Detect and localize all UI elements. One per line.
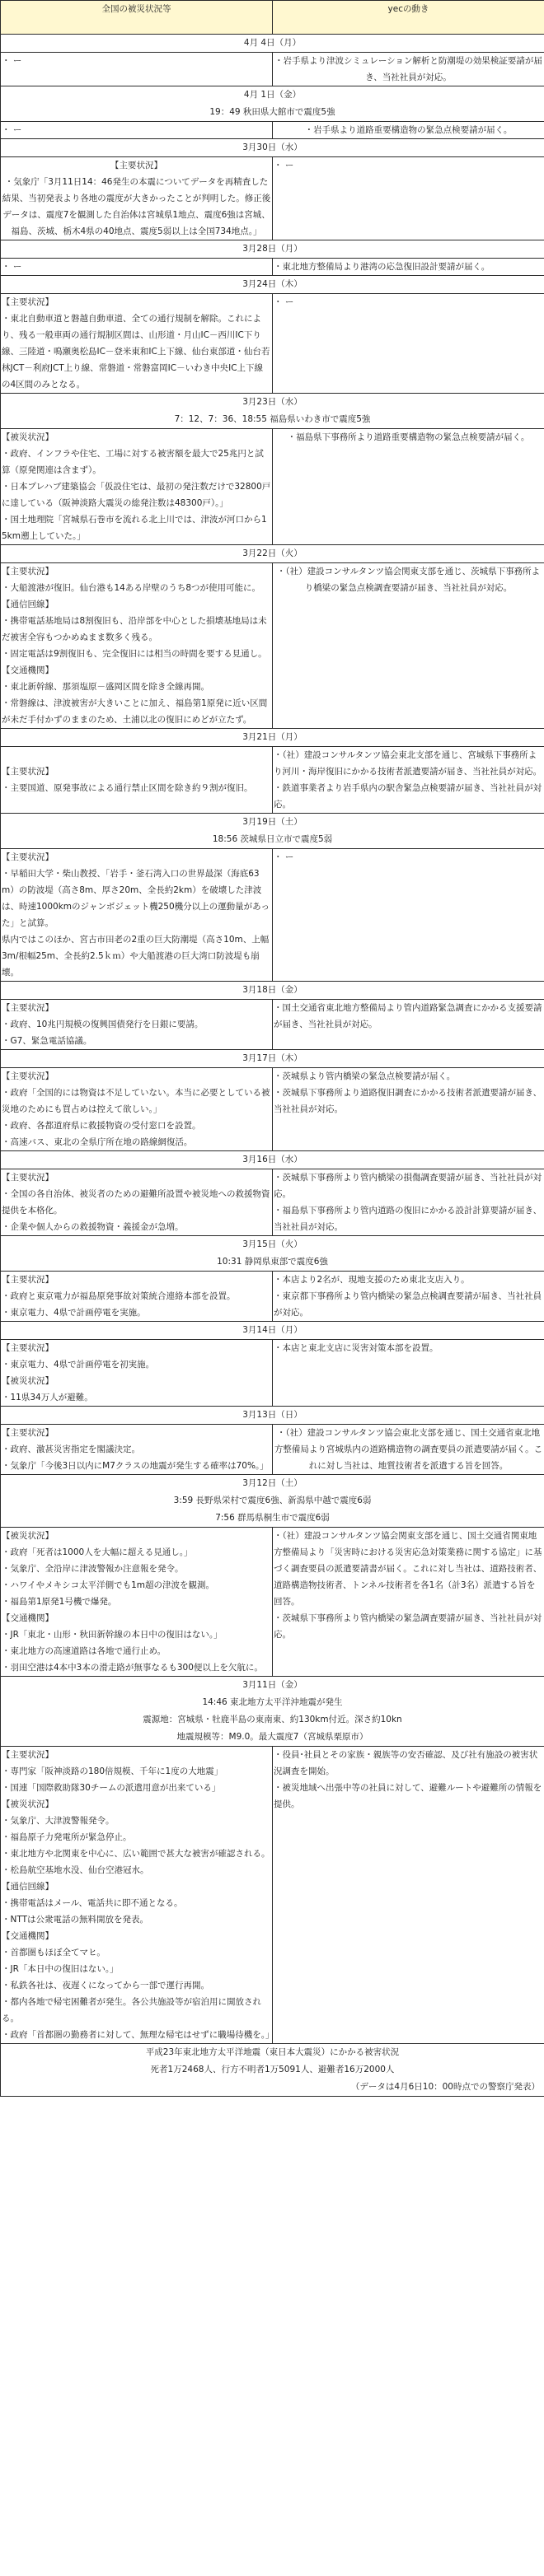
action-line: ・茨城県下事務所より道路復旧調査にかかる技術者派遣要請が届き、当社社員が対応。 <box>274 1088 542 1114</box>
status-line: 【主要状況】 <box>110 161 162 170</box>
status-line: ・企業や個人からの救援物資・義援金が急増。 <box>2 1222 184 1232</box>
yec-action-cell <box>273 1272 544 1322</box>
status-line: ・ ー <box>2 262 22 272</box>
status-line: 【交通機関】 <box>2 665 54 675</box>
status-line: ・JR「本日中の復旧はない。」 <box>2 1964 119 1974</box>
header-national-damage: 全国の被災状況等 <box>1 1 273 35</box>
table-row <box>1 1340 544 1407</box>
status-line: 【被災状況】 <box>2 1531 54 1541</box>
date-header <box>1 545 544 563</box>
action-line: ・役員･社員とその家族・親族等の安否確認、及び社有施設の被害状況調査を開始。 <box>274 1750 538 1776</box>
status-line: ・早稲田大学・柴山教授、「岩手・釜石湾入口の世界最深（海底63m）の防波堤（高さ8m、厚さ20m、全長約2km）を破壊した津波は、時速1000kmのジャンボジェット機250機分以上の運動量があった」と試算。 <box>2 869 270 928</box>
status-line: ・携帯電話はメール、電話共に即不通となる。 <box>2 1898 183 1908</box>
table-row <box>1 1425 544 1475</box>
status-line: ・高速バス、東北の全県庁所在地の路線網復活。 <box>2 1137 193 1147</box>
status-line: 【主要状況】 <box>2 1003 54 1013</box>
status-line: ・政府、10兆円規模の復興国債発行を日銀に要請。 <box>2 1020 204 1029</box>
date-label: 3月19日（土） <box>242 817 302 827</box>
table-row <box>1 1747 544 2044</box>
date-row <box>1 1407 544 1425</box>
status-line: 【被災状況】 <box>2 1799 54 1809</box>
date-row <box>1 139 544 157</box>
date-header <box>1 86 544 122</box>
table-row <box>1 1068 544 1151</box>
date-row <box>1 1475 544 1528</box>
status-line: ・国土地理院「宮城県石巻市を流れる北上川では、津波が河口から15km遡上していた。」 <box>2 515 267 541</box>
date-row <box>1 1236 544 1272</box>
action-line: ・福島県下事務所より管内道路の復旧にかかる設計計算要請が届き、当社社員が対応。 <box>274 1206 542 1232</box>
action-line: ・東京都下事務所より管内橋梁の緊急点検調査要請が届き、当社社員が対応。 <box>274 1291 542 1318</box>
action-line: ・鉄道事業者より岩手県内の駅舎緊急点検要請が届き、当社社員が対応。 <box>274 783 542 810</box>
status-line: 【被災状況】 <box>2 1376 54 1386</box>
action-line: ・（社）建設コンサルタンツ協会東北支部を通じ、宮城県下事務所より河川・海岸復旧にかかる技術者派遣要請が届き、当社社員が対応。 <box>274 750 542 777</box>
earthquake-event: 7:56 群馬県桐生市で震度6弱 <box>215 1513 330 1523</box>
action-line: ・（社）建設コンサルタンツ協会関東支部を通じ、茨城県下事務所より橋梁の緊急点検調査要請が届き、当社社員が対応。 <box>276 567 541 593</box>
action-line: ・ ー <box>274 852 294 862</box>
earthquake-event: 震源地：宮城県・牡鹿半島の東南東、約130km付近。深さ約10kn <box>143 1715 402 1724</box>
status-line: ・固定電話は9割復旧も、完全復旧には相当の時間を要する見通し。 <box>2 649 267 659</box>
status-line: ・福島原子力発電所が緊急停止。 <box>2 1832 132 1842</box>
date-row <box>1 982 544 1000</box>
action-line: ・（社）建設コンサルタンツ協会東北支部を通じ、国土交通省東北地方整備局より宮城県内の道路構造物の調査要員の派遣要請が届く。これに対し当社は、地質技術者を派遣する旨を回答。 <box>274 1428 543 1471</box>
national-status-cell <box>1 1272 273 1322</box>
date-row <box>1 545 544 563</box>
action-line: ・東北地方整備局より港湾の応急復旧設計要請が届く。 <box>274 262 490 272</box>
status-line: ・首都圏もほぼ全てマヒ。 <box>2 1948 106 1958</box>
status-line: ・JR「東北・山形・秋田新幹線の本日中の復旧はない。」 <box>2 1630 223 1640</box>
status-line: ・気象庁、大津波警報発令。 <box>2 1816 115 1826</box>
status-line: 【交通機関】 <box>2 1931 54 1941</box>
yec-action-cell <box>273 747 544 814</box>
date-label: 3月24日（木） <box>242 279 302 289</box>
national-status-cell <box>1 1425 273 1475</box>
national-status-cell <box>1 1000 273 1050</box>
summary-title: 平成23年東北地方太平洋地震（東日本大震災）にかかる被害状況 <box>145 2047 400 2057</box>
status-line: ・政府、激甚災害指定を閣議決定。 <box>2 1444 140 1454</box>
date-label: 3月15日（火） <box>242 1239 302 1249</box>
status-line: ・専門家「阪神淡路の180倍規模、千年に1度の大地震」 <box>2 1766 223 1776</box>
date-label: 3月30日（水） <box>242 142 302 152</box>
status-line: 県内ではこのほか、宮古市田老の2重の巨大防潮堤（高さ10m、上幅3m/根幅25m、全長約2.5ｋｍ）や大船渡港の巨大湾口防波堤も崩壊。 <box>2 935 270 978</box>
status-line: ・NTTは公衆電話の無料開放を発表。 <box>2 1915 148 1925</box>
yec-action-cell <box>273 1747 544 2044</box>
damage-summary <box>1 2044 544 2097</box>
table-row <box>1 53 544 86</box>
earthquake-event: 19：49 秋田県大館市で震度5強 <box>209 107 335 117</box>
action-line: ・本店と東北支店に災害対策本部を設置。 <box>274 1343 438 1353</box>
action-line: ・本店より2名が、現地支援のため東北支店入り。 <box>274 1275 470 1285</box>
date-header <box>1 394 544 429</box>
status-line: ・ハワイやメキシコ太平洋側でも1m超の津波を観測。 <box>2 1580 214 1590</box>
table-row <box>1 1528 544 1677</box>
national-status-cell <box>1 1068 273 1151</box>
date-row <box>1 1151 544 1169</box>
date-row <box>1 394 544 429</box>
summary-source-note: （データは4月6日10：00時点での警察庁発表） <box>350 2082 540 2092</box>
status-line: 【交通機関】 <box>2 1613 54 1623</box>
yec-action-cell <box>273 1000 544 1050</box>
table-row <box>1 1000 544 1050</box>
date-row <box>1 240 544 259</box>
earthquake-event: 10:31 静岡県東部で震度6強 <box>217 1257 328 1267</box>
yec-action-cell <box>273 1528 544 1677</box>
date-row <box>1 276 544 294</box>
action-line: ・茨城県下事務所より管内橋梁の緊急調査要請が届き、当社社員が対応。 <box>274 1613 542 1640</box>
earthquake-event: 3:59 長野県栄村で震度6強、新潟県中越で震度6弱 <box>173 1496 372 1505</box>
national-status-cell <box>1 53 273 86</box>
national-status-cell <box>1 747 273 814</box>
status-line: 【主要状況】 <box>2 767 54 777</box>
yec-action-cell <box>273 1068 544 1151</box>
status-line: ・日本プレハブ建築協会「仮設住宅は、最初の発注数だけで32800戸に達している（阪神淡路大震災の総発注数は48300戸）。」 <box>2 482 271 508</box>
table-header-row <box>1 1 544 35</box>
table-row <box>1 259 544 276</box>
yec-action-cell <box>273 259 544 276</box>
action-line: ・（社）建設コンサルタンツ協会関東支部を通じ、国土交通省関東地方整備局より「災害時における災害応急対策業務に関する協定」に基づく調査要員の派遣要請書が届く。これに対し当社は、道路技術者、道路構造物技術者、トンネル技術者を各1名（計3名）派遣する旨を回答。 <box>274 1531 542 1607</box>
date-header <box>1 1236 544 1272</box>
status-line: ・主要国道、原発事故による通行禁止区間を除き約９割が復旧。 <box>2 783 253 793</box>
date-label: 3月16日（水） <box>242 1155 302 1164</box>
date-header <box>1 276 544 294</box>
status-line: ・ ー <box>2 56 22 66</box>
date-row <box>1 729 544 747</box>
date-label: 3月17日（木） <box>242 1053 302 1063</box>
date-label: 3月21日（月） <box>242 732 302 742</box>
table-row <box>1 1169 544 1236</box>
action-line: ・ ー <box>274 161 294 170</box>
status-line: ・東北自動車道と磐越自動車道、全ての通行規制を解除。これにより、残る一般車両の通行規制区間は、山形道・月山IC－西川IC下り線、三陸道・鳴瀬奥松島IC－登米東和IC上下線、仙台東部道・仙台若林JCT－利府JCT上り線、常磐道・常磐富岡IC－いわき中央IC上下線の4区間のみとなる。 <box>2 314 270 390</box>
yec-action-cell <box>273 122 544 139</box>
date-header <box>1 1407 544 1425</box>
status-line: ・東京電力、4県で計画停電を実施。 <box>2 1308 146 1318</box>
national-status-cell <box>1 1528 273 1677</box>
table-row <box>1 747 544 814</box>
date-label: 3月23日（水） <box>242 397 302 407</box>
date-label: 3月12日（土） <box>242 1478 302 1488</box>
status-line: ・携帯電話基地局は8割復旧も、沿岸部を中心とした損壊基地局は未だ被害全容もつかめぬまま数多く残る。 <box>2 616 267 642</box>
table-row <box>1 294 544 394</box>
status-line: ・全国の各自治体、被災者のための避難所設置や被災地への救援物資提供を本格化。 <box>2 1189 270 1216</box>
action-line: ・福島県下事務所より道路重要構造物の緊急点検要請が届く。 <box>287 432 530 442</box>
yec-action-cell <box>273 563 544 729</box>
status-line: ・政府「死者は1000人を大幅に超える見通し。」 <box>2 1547 193 1557</box>
status-line: ・東北地方や北関東を中心に、広い範囲で甚大な被害が確認される。 <box>2 1849 270 1859</box>
date-header <box>1 1322 544 1340</box>
date-header <box>1 1050 544 1068</box>
national-status-cell <box>1 1169 273 1236</box>
status-line: ・11県34万人が避難。 <box>2 1393 93 1402</box>
timeline-body <box>1 35 544 2044</box>
status-line: 【主要状況】 <box>2 1275 54 1285</box>
date-header <box>1 729 544 747</box>
earthquake-event: 7：12、7：36、18:55 福島県いわき市で震度5強 <box>174 414 371 424</box>
yec-action-cell <box>273 157 544 240</box>
status-line: ・政府「首都圏の勤務者に対して、無理な帰宅はせずに職場待機を。」 <box>2 2030 274 2040</box>
date-header <box>1 814 544 849</box>
status-line: 【主要状況】 <box>2 1750 54 1760</box>
table-row <box>1 849 544 982</box>
action-line: ・岩手県より津波シミュレーション解析と防潮堤の効果検証要請が届き、当社社員が対応。 <box>274 56 542 82</box>
summary-casualties: 死者1万2468人、行方不明者1万5091人、避難者16万2000人 <box>150 2065 395 2074</box>
status-line: 【主要状況】 <box>2 567 54 576</box>
date-label: 3月18日（金） <box>242 985 302 995</box>
status-line: ・政府と東京電力が福島原発事故対策統合連絡本部を設置。 <box>2 1291 236 1301</box>
status-line: ・東北新幹線、那須塩原－盛岡区間を除き全線再開。 <box>2 682 209 692</box>
date-label: 4月 4日（月） <box>243 38 302 48</box>
status-line: 【通信回線】 <box>2 600 54 609</box>
date-row <box>1 1677 544 1747</box>
action-line: ・被災地域へ出張中等の社員に対して、避難ルートや避難所の情報を提供。 <box>274 1783 542 1809</box>
status-line: ・羽田空港は4本中3本の滑走路が無事なるも300便以上を欠航に。 <box>2 1663 263 1673</box>
status-line: ・大船渡港が復旧。仙台港も14ある岸壁のうち8つが使用可能に。 <box>2 583 261 593</box>
table-row <box>1 1272 544 1322</box>
yec-action-cell <box>273 53 544 86</box>
date-header <box>1 139 544 157</box>
date-row <box>1 35 544 53</box>
status-line: ・ ー <box>2 125 22 135</box>
yec-action-cell <box>273 294 544 394</box>
national-status-cell <box>1 1340 273 1407</box>
date-header <box>1 35 544 53</box>
table-row <box>1 122 544 139</box>
status-line: ・政府「全国的には物資は不足していない。本当に必要としている被災地のためにも買占めは控えて欲しい。」 <box>2 1088 270 1114</box>
date-label: 3月13日（日） <box>242 1410 302 1420</box>
national-status-cell <box>1 259 273 276</box>
yec-action-cell <box>273 429 544 545</box>
status-line: 【主要状況】 <box>2 1428 54 1438</box>
action-line: ・茨城県下事務所より管内橋梁の損傷調査要請が届き、当社社員が対応。 <box>274 1173 542 1199</box>
status-line: ・気象庁「今後3日以内にM7クラスの地震が発生する確率は70%。」 <box>2 1461 269 1471</box>
status-line: ・政府、インフラや住宅、工場に対する被害額を最大で25兆円と試算（原発関連は含まず）。 <box>2 449 264 475</box>
date-header <box>1 1475 544 1528</box>
yec-action-cell <box>273 1425 544 1475</box>
status-line: ・東北地方の高速道路は各地で通行止め。 <box>2 1646 166 1656</box>
status-line: ・私鉄各社は、夜遅くになってから一部で運行再開。 <box>2 1981 209 1990</box>
date-header <box>1 982 544 1000</box>
date-header <box>1 240 544 259</box>
status-line: ・G7、緊急電話協議。 <box>2 1036 92 1046</box>
status-line: ・政府、各都道府県に救援物資の受付窓口を設置。 <box>2 1121 201 1131</box>
date-label: 3月22日（火） <box>242 548 302 558</box>
action-line: ・国土交通省東北地方整備局より管内道路緊急調査にかかる支援要請が届き、当社社員が対応。 <box>274 1003 542 1029</box>
action-line: ・茨城県より管内橋梁の緊急点検要請が届く。 <box>274 1071 456 1081</box>
national-status-cell <box>1 1747 273 2044</box>
status-line: ・都内各地で帰宅困難者が発生。各公共施設等が宿泊用に開放される。 <box>2 1997 261 2023</box>
status-line: ・常磐線は、津波被害が大きいことに加え、福島第1原発に近い区間が未だ手付かずのままのため、土浦以北の復旧にめどが立たず。 <box>2 698 268 725</box>
date-row <box>1 86 544 122</box>
date-header <box>1 1677 544 1747</box>
status-line: 【被災状況】 <box>2 432 54 442</box>
date-row <box>1 814 544 849</box>
status-line: 【主要状況】 <box>2 1173 54 1183</box>
status-line: 【通信回線】 <box>2 1882 54 1892</box>
yec-action-cell <box>273 1340 544 1407</box>
table-row <box>1 429 544 545</box>
status-line: 【主要状況】 <box>2 297 54 307</box>
header-yec-actions: yecの動き <box>273 1 544 35</box>
status-line: 【主要状況】 <box>2 852 54 862</box>
national-status-cell <box>1 157 273 240</box>
status-line: ・東京電力、4県で計画停電を初実施。 <box>2 1360 155 1370</box>
status-line: ・気象庁、全沿岸に津波警報か注意報を発令。 <box>2 1564 184 1574</box>
status-line: ・国連「国際救助隊30チームの派遣用意が出来ている」 <box>2 1783 221 1793</box>
earthquake-event: 18:56 茨城県日立市で震度5弱 <box>212 834 333 844</box>
status-line: ・松島航空基地水没、仙台空港冠水。 <box>2 1865 149 1875</box>
status-line: ・福島第1原発1号機で爆発。 <box>2 1597 117 1607</box>
table-row <box>1 157 544 240</box>
date-label: 4月 1日（金） <box>243 90 302 100</box>
action-line: ・岩手県より道路重要構造物の緊急点検要請が届く。 <box>304 125 513 135</box>
yec-action-cell <box>273 1169 544 1236</box>
national-status-cell <box>1 849 273 982</box>
yec-action-cell <box>273 849 544 982</box>
action-line: ・ ー <box>274 297 294 307</box>
date-header <box>1 1151 544 1169</box>
earthquake-event: 14:46 東北地方太平洋沖地震が発生 <box>202 1697 343 1707</box>
summary-row <box>1 2044 544 2097</box>
date-row <box>1 1050 544 1068</box>
status-line: 【主要状況】 <box>2 1071 54 1081</box>
date-row <box>1 1322 544 1340</box>
national-status-cell <box>1 563 273 729</box>
date-label: 3月28日（月） <box>242 244 302 254</box>
national-status-cell <box>1 294 273 394</box>
date-label: 3月14日（月） <box>242 1325 302 1335</box>
date-label: 3月11日（金） <box>242 1680 302 1690</box>
national-status-cell <box>1 122 273 139</box>
status-line: 【主要状況】 <box>2 1343 54 1353</box>
national-status-cell <box>1 429 273 545</box>
earthquake-event: 地震規模等：M9.0。最大震度7（宮城県栗原市） <box>176 1732 368 1742</box>
status-line: ・気象庁「3月11日14：46発生の本震についてデータを再精査した結果、当初発表より各地の震度が大きかったことが判明した。修正後データは、震度7を観測した自治体は宮城県1地点、震度6強は宮城、福島、茨城、栃木4県の40地点、震度5弱以上は全国734地点。」 <box>2 177 271 236</box>
table-row <box>1 563 544 729</box>
